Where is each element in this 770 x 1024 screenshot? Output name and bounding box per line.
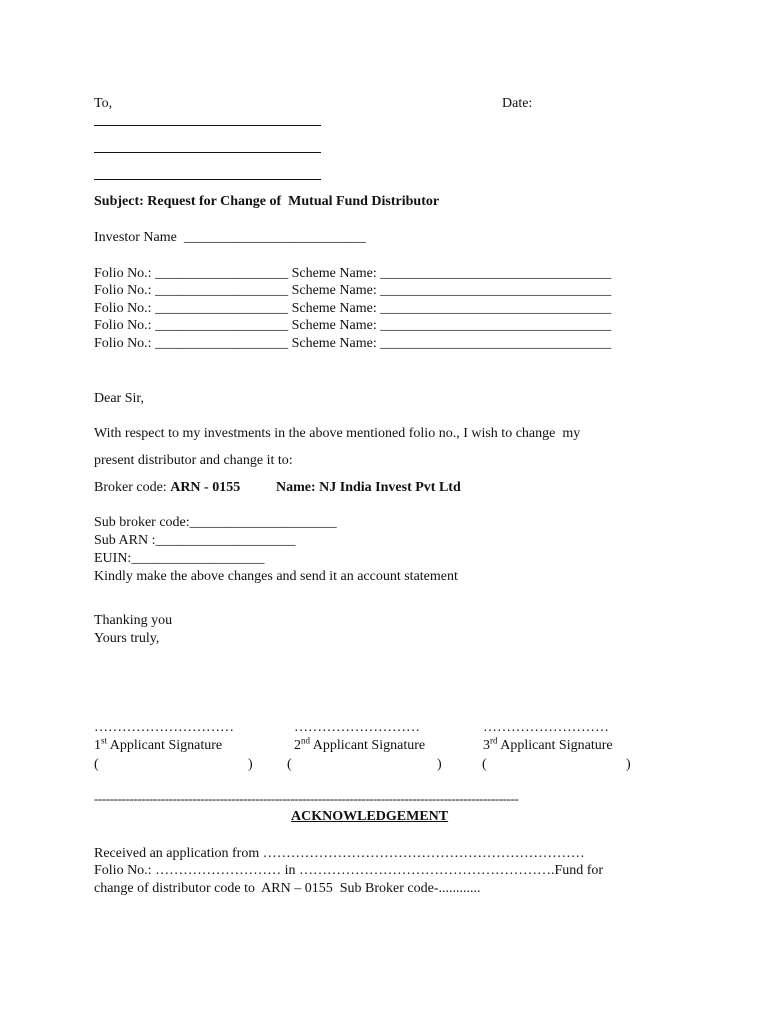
folio-label: Folio No.: — [94, 336, 152, 351]
folio-label: Folio No.: — [94, 318, 152, 333]
body-line-1: With respect to my investments in the above mentioned folio no., I wish to change my — [94, 426, 581, 441]
scheme-label: Scheme Name: — [291, 266, 377, 281]
folio-field[interactable]: ___________________ — [155, 266, 289, 281]
folio-label: Folio No.: — [94, 283, 152, 298]
signature-dots-3[interactable]: ……………………… — [483, 720, 609, 735]
scheme-label: Scheme Name: — [291, 283, 377, 298]
folio-row — [94, 282, 611, 299]
name-close-paren-1: ) — [248, 757, 253, 772]
euin-field[interactable]: EUIN:___________________ — [94, 551, 265, 566]
folio-row — [94, 335, 611, 352]
folio-field[interactable]: ___________________ — [155, 283, 289, 298]
name-open-paren-1: ( — [94, 757, 99, 772]
investor-name-label: Investor Name — [94, 230, 177, 245]
subject-line: Subject: Request for Change of Mutual Fund Distributor — [94, 194, 440, 209]
folio-label: Folio No.: — [94, 301, 152, 316]
name-open-paren-2: ( — [287, 757, 292, 772]
cut-line-separator: ------------------------------------------------------------------------------------------------------------ — [94, 791, 519, 806]
folio-field[interactable]: ___________________ — [155, 301, 289, 316]
request-line: Kindly make the above changes and send it an account statement — [94, 569, 458, 584]
folio-field[interactable]: ___________________ — [155, 318, 289, 333]
thanks-line: Thanking you — [94, 613, 173, 628]
address-line-2[interactable] — [94, 152, 321, 153]
signature-label-3: 3rd Applicant Signature — [483, 735, 613, 753]
name-close-paren-2: ) — [437, 757, 442, 772]
scheme-field[interactable]: _________________________________ — [380, 266, 612, 281]
broker-code-value: ARN - 0155 — [170, 480, 241, 495]
folio-row — [94, 300, 611, 317]
date-label: Date: — [502, 96, 533, 111]
broker-row — [94, 479, 240, 496]
scheme-field[interactable]: _________________________________ — [380, 336, 612, 351]
sub-arn-field[interactable]: Sub ARN :____________________ — [94, 533, 296, 548]
name-close-paren-3: ) — [626, 757, 631, 772]
scheme-field[interactable]: _________________________________ — [380, 301, 612, 316]
yours-line: Yours truly, — [94, 631, 160, 646]
ack-line-2: Folio No.: ……………………… in ……………………………………………….Fund for — [94, 863, 604, 878]
scheme-label: Scheme Name: — [291, 318, 377, 333]
signature-label-2: 2nd Applicant Signature — [294, 735, 426, 753]
scheme-field[interactable]: _________________________________ — [380, 318, 612, 333]
name-open-paren-3: ( — [482, 757, 487, 772]
address-line-3[interactable] — [94, 179, 321, 180]
salutation: Dear Sir, — [94, 391, 144, 406]
scheme-label: Scheme Name: — [291, 301, 377, 316]
folio-row — [94, 317, 611, 334]
folio-label: Folio No.: — [94, 266, 152, 281]
broker-code-label: Broker code: — [94, 480, 171, 495]
ack-line-3: change of distributor code to ARN – 0155 Sub Broker code-............ — [94, 881, 481, 896]
signature-dots-2[interactable]: ……………………… — [294, 720, 420, 735]
scheme-label: Scheme Name: — [291, 336, 377, 351]
signature-label-1: 1st Applicant Signature — [94, 735, 223, 753]
folio-row — [94, 265, 611, 282]
folio-field[interactable]: ___________________ — [155, 336, 289, 351]
investor-name-row — [94, 229, 366, 246]
to-label: To, — [94, 96, 113, 111]
ack-line-1: Received an application from …………………………………………………………… — [94, 846, 585, 861]
broker-name: Name: NJ India Invest Pvt Ltd — [276, 480, 461, 495]
address-line-1[interactable] — [94, 125, 321, 126]
sub-broker-code-field[interactable]: Sub broker code:_____________________ — [94, 515, 337, 530]
investor-name-field[interactable]: __________________________ — [183, 230, 366, 245]
body-line-2: present distributor and change it to: — [94, 453, 293, 468]
signature-dots-1[interactable]: ………………………… — [94, 720, 234, 735]
scheme-field[interactable]: _________________________________ — [380, 283, 612, 298]
acknowledgement-title: ACKNOWLEDGEMENT — [291, 809, 449, 824]
